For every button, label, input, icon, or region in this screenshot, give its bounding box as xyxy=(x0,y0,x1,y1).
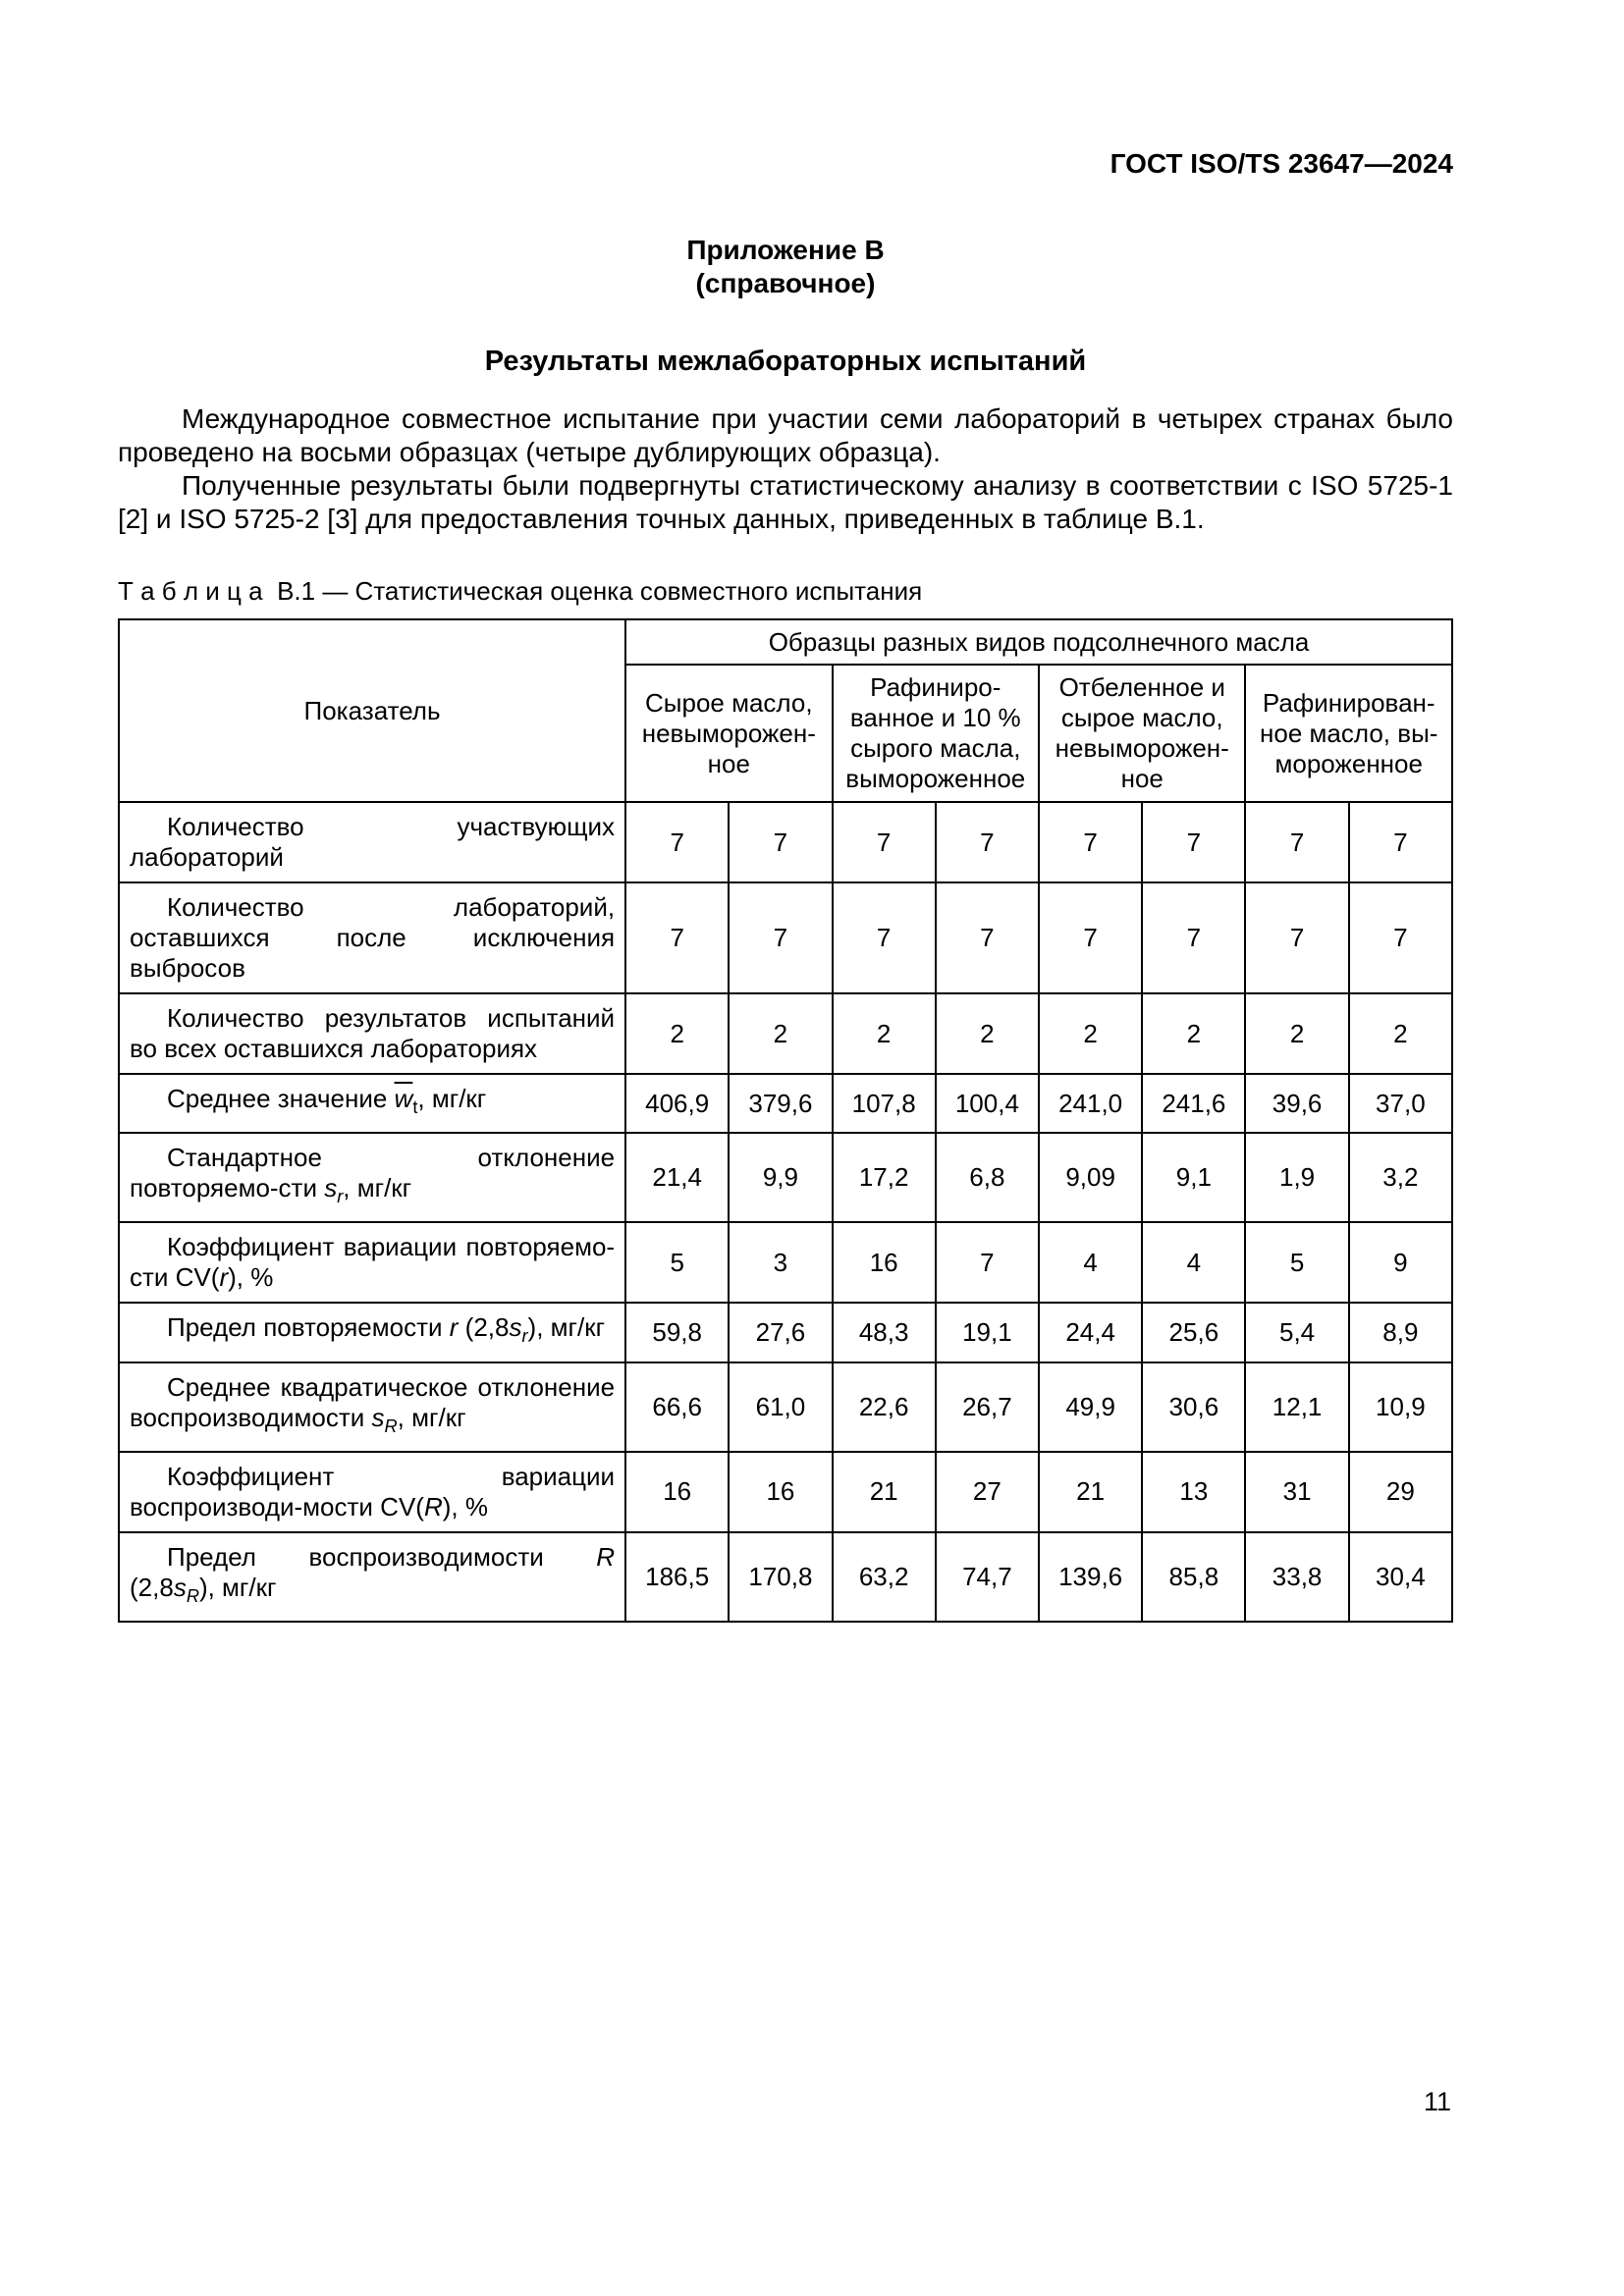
table-row xyxy=(119,1222,1452,1303)
row-value: 21,4 xyxy=(625,1133,729,1222)
row-value: 27 xyxy=(936,1452,1039,1532)
row-value: 3 xyxy=(729,1222,832,1303)
row-value: 59,8 xyxy=(625,1303,729,1362)
row-value: 39,6 xyxy=(1245,1074,1348,1133)
row-value: 406,9 xyxy=(625,1074,729,1133)
row-value: 8,9 xyxy=(1349,1303,1452,1362)
row-label: Среднее значение $\overline{w}_t$, мг/кг xyxy=(119,1074,625,1133)
row-value: 7 xyxy=(833,802,936,882)
row-value: 21 xyxy=(1039,1452,1142,1532)
table-row xyxy=(119,1133,1452,1222)
row-value: 7 xyxy=(1142,802,1245,882)
row-value: 7 xyxy=(1142,882,1245,993)
row-value: 10,9 xyxy=(1349,1362,1452,1452)
row-value: 2 xyxy=(936,993,1039,1074)
row-value: 7 xyxy=(1039,882,1142,993)
row-value: 7 xyxy=(936,802,1039,882)
row-value: 5,4 xyxy=(1245,1303,1348,1362)
row-value: 13 xyxy=(1142,1452,1245,1532)
row-label: Количество результатов испытаний во всех оставшихся лабораториях xyxy=(119,993,625,1074)
row-value: 7 xyxy=(936,1222,1039,1303)
row-value: 5 xyxy=(625,1222,729,1303)
row-value: 9,9 xyxy=(729,1133,832,1222)
row-value: 17,2 xyxy=(833,1133,936,1222)
row-value: 9 xyxy=(1349,1222,1452,1303)
row-value: 29 xyxy=(1349,1452,1452,1532)
row-value: 7 xyxy=(1349,802,1452,882)
row-value: 30,4 xyxy=(1349,1532,1452,1622)
paragraph-2: Полученные результаты были подвергнуты статистическому анализу в соответствии с ISO 5725-1 [2] и ISO 5725-2 [3] для предоставления точных данных, приведенных в таблице В.1. xyxy=(118,470,1453,534)
row-value: 7 xyxy=(729,882,832,993)
row-value: 12,1 xyxy=(1245,1362,1348,1452)
row-value: 7 xyxy=(729,802,832,882)
row-value: 2 xyxy=(729,993,832,1074)
row-value: 21 xyxy=(833,1452,936,1532)
group-header-bleached-raw: Отбеленное и сырое масло, невыморожен- ное xyxy=(1039,665,1245,802)
page-number: 11 xyxy=(1423,2087,1451,2116)
row-value: 7 xyxy=(625,802,729,882)
row-label: Среднее квадратическое отклонение воспроизводимости $s_R$, мг/кг xyxy=(119,1362,625,1452)
appendix-type: (справочное) xyxy=(695,268,876,298)
paragraph-1: Международное совместное испытание при участии семи лабораторий в четырех странах было проведено на восьми образцах (четыре дублирующих образца). xyxy=(118,403,1453,467)
row-value: 30,6 xyxy=(1142,1362,1245,1452)
row-value: 26,7 xyxy=(936,1362,1039,1452)
row-value: 7 xyxy=(936,882,1039,993)
row-value: 66,6 xyxy=(625,1362,729,1452)
results-table xyxy=(118,618,1453,1623)
group-header-refined-mix: Рафиниро- ванное и 10 % сырого масла, вымороженное xyxy=(833,665,1039,802)
table-row xyxy=(119,1303,1452,1362)
row-value: 2 xyxy=(1142,993,1245,1074)
row-value: 63,2 xyxy=(833,1532,936,1622)
table-row xyxy=(119,1532,1452,1622)
row-label: Количество участвующих лабораторий xyxy=(119,802,625,882)
table-header-row-1 xyxy=(119,619,1452,665)
row-value: 31 xyxy=(1245,1452,1348,1532)
appendix-title: Результаты межлабораторных испытаний xyxy=(484,346,1087,377)
table-row xyxy=(119,1362,1452,1452)
row-value: 16 xyxy=(833,1222,936,1303)
row-value: 5 xyxy=(1245,1222,1348,1303)
row-value: 7 xyxy=(1245,882,1348,993)
row-value: 9,1 xyxy=(1142,1133,1245,1222)
group-header-raw-oil: Сырое масло, невыморожен- ное xyxy=(625,665,832,802)
row-value: 6,8 xyxy=(936,1133,1039,1222)
row-value: 2 xyxy=(1349,993,1452,1074)
row-value: 2 xyxy=(1039,993,1142,1074)
row-value: 4 xyxy=(1142,1222,1245,1303)
row-value: 379,6 xyxy=(729,1074,832,1133)
appendix-label: Приложение В xyxy=(686,235,885,265)
col-header-indicator: Показатель xyxy=(119,619,625,802)
row-value: 9,09 xyxy=(1039,1133,1142,1222)
row-value: 25,6 xyxy=(1142,1303,1245,1362)
row-value: 2 xyxy=(625,993,729,1074)
row-value: 1,9 xyxy=(1245,1133,1348,1222)
row-label: Предел воспроизводимости R $(2,8s_R)$, мг/кг xyxy=(119,1532,625,1622)
row-value: 186,5 xyxy=(625,1532,729,1622)
row-value: 22,6 xyxy=(833,1362,936,1452)
row-value: 2 xyxy=(833,993,936,1074)
row-value: 24,4 xyxy=(1039,1303,1142,1362)
row-value: 19,1 xyxy=(936,1303,1039,1362)
row-value: 170,8 xyxy=(729,1532,832,1622)
row-value: 7 xyxy=(625,882,729,993)
table-row xyxy=(119,802,1452,882)
row-value: 7 xyxy=(1245,802,1348,882)
group-header-refined-winterized: Рафинирован- ное масло, вы- мороженное xyxy=(1245,665,1452,802)
row-value: 241,6 xyxy=(1142,1074,1245,1133)
row-value: 7 xyxy=(1039,802,1142,882)
row-value: 100,4 xyxy=(936,1074,1039,1133)
row-value: 241,0 xyxy=(1039,1074,1142,1133)
row-value: 85,8 xyxy=(1142,1532,1245,1622)
doc-code-header: ГОСТ ISO/TS 23647—2024 xyxy=(1110,148,1453,179)
row-label: Коэффициент вариации повторяемо-сти CV(r), % xyxy=(119,1222,625,1303)
row-value: 74,7 xyxy=(936,1532,1039,1622)
table-span-header: Образцы разных видов подсолнечного масла xyxy=(625,619,1452,665)
row-value: 2 xyxy=(1245,993,1348,1074)
row-value: 37,0 xyxy=(1349,1074,1452,1133)
table-row xyxy=(119,1452,1452,1532)
row-value: 107,8 xyxy=(833,1074,936,1133)
results-table-body xyxy=(119,802,1452,1622)
row-label: Стандартное отклонение повторяемо-сти $s_r$, мг/кг xyxy=(119,1133,625,1222)
table-caption: Т а б л и ц а В.1 — Статистическая оценка совместного испытания xyxy=(118,576,923,606)
row-value: 7 xyxy=(1349,882,1452,993)
row-label: Количество лабораторий, оставшихся после исключения выбросов xyxy=(119,882,625,993)
row-value: 3,2 xyxy=(1349,1133,1452,1222)
table-row xyxy=(119,993,1452,1074)
row-value: 16 xyxy=(625,1452,729,1532)
table-row xyxy=(119,882,1452,993)
row-value: 48,3 xyxy=(833,1303,936,1362)
row-value: 16 xyxy=(729,1452,832,1532)
row-value: 139,6 xyxy=(1039,1532,1142,1622)
row-label: Коэффициент вариации воспроизводи-мости CV(R), % xyxy=(119,1452,625,1532)
row-value: 49,9 xyxy=(1039,1362,1142,1452)
row-label: Предел повторяемости r $(2,8s_r)$, мг/кг xyxy=(119,1303,625,1362)
row-value: 33,8 xyxy=(1245,1532,1348,1622)
row-value: 4 xyxy=(1039,1222,1142,1303)
row-value: 27,6 xyxy=(729,1303,832,1362)
row-value: 7 xyxy=(833,882,936,993)
table-row xyxy=(119,1074,1452,1133)
row-value: 61,0 xyxy=(729,1362,832,1452)
